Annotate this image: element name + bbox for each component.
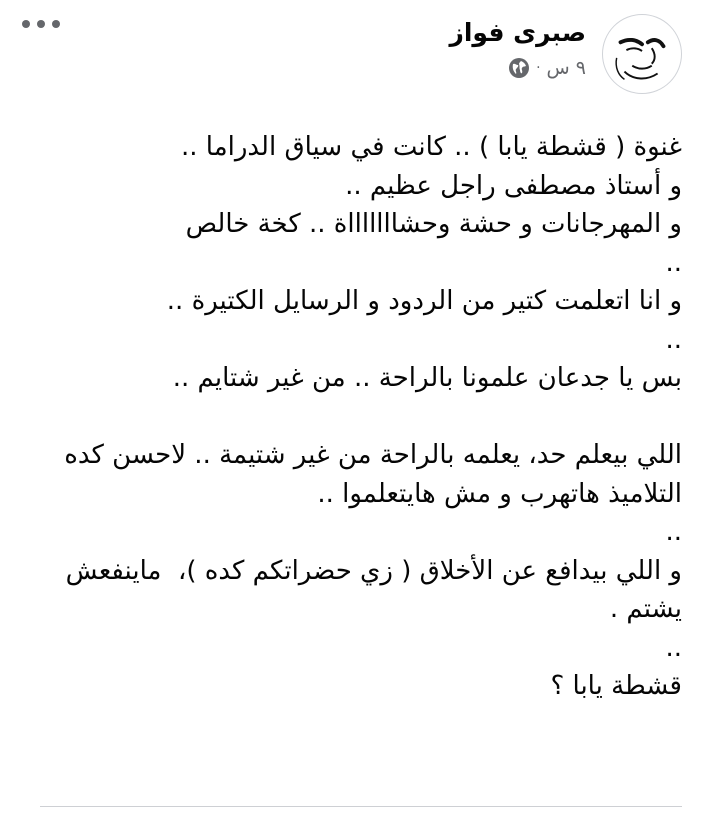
divider bbox=[40, 806, 682, 807]
post-line: .. bbox=[665, 324, 682, 355]
author-name[interactable]: صبرى فواز bbox=[449, 18, 586, 47]
separator-dot: · bbox=[536, 60, 541, 76]
post-line: قشطة يابا ؟ bbox=[550, 671, 682, 701]
avatar-sketch-icon bbox=[603, 15, 681, 93]
post-header bbox=[22, 14, 682, 96]
post-line: بس يا جدعان علمونا بالراحة .. من غير شتايم .. bbox=[172, 363, 682, 393]
post-line: .. bbox=[665, 517, 682, 547]
post-line: و انا اتعلمت كتير من الردود و الرسايل الكتيرة .. bbox=[166, 286, 682, 316]
post-meta bbox=[449, 16, 586, 80]
post-line: و أستاذ مصطفى راجل عظيم .. bbox=[345, 170, 682, 201]
post-line: و المهرجانات و حشة وحشاااااااة .. كخة خالص bbox=[185, 209, 682, 239]
post-line: .. bbox=[665, 247, 682, 278]
post-line bbox=[22, 398, 682, 437]
post-line: .. bbox=[665, 632, 682, 663]
post-line: التلاميذ هاتهرب و مش هايتعلموا .. bbox=[317, 478, 682, 509]
avatar[interactable] bbox=[602, 14, 682, 94]
post-time-row bbox=[449, 56, 586, 80]
post-time[interactable]: ٩ س bbox=[546, 57, 586, 79]
post-line: يشتم . bbox=[609, 594, 682, 624]
post-line: اللي بيعلم حد، يعلمه بالراحة من غير شتيمة .. لاحسن كده bbox=[64, 440, 682, 470]
post-line: و اللي بيدافع عن الأخلاق ( زي حضراتكم كده )، ماينفعش bbox=[65, 555, 682, 586]
globe-icon[interactable] bbox=[508, 57, 530, 79]
post-line: غنوة ( قشطة يابا ) .. كانت في سياق الدراما .. bbox=[180, 132, 682, 162]
post-body bbox=[22, 128, 682, 706]
